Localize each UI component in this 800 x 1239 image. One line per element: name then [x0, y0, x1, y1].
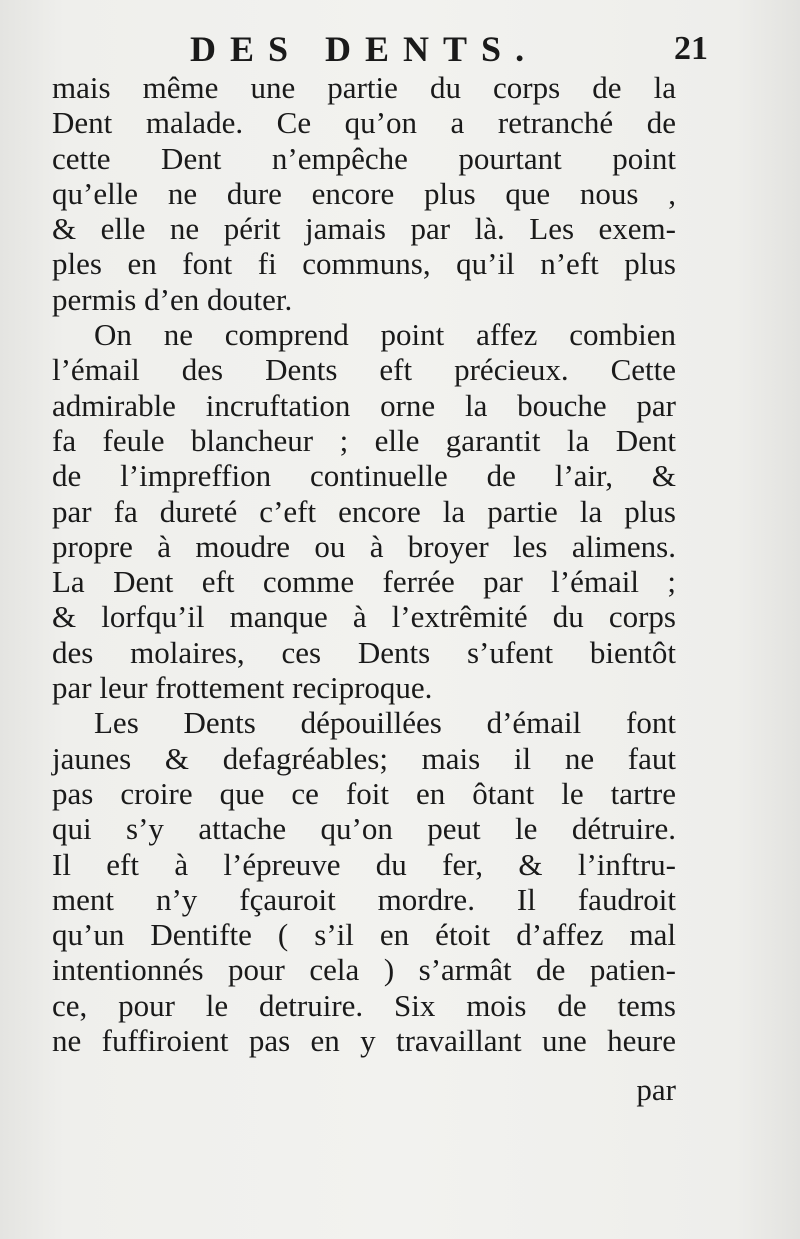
running-head-title: DES DENTS.: [190, 29, 539, 69]
text-line: de l’impreffion continuelle de l’air, &: [52, 458, 676, 494]
text-line: pas croire que ce foit en ôtant le tartre: [52, 775, 676, 811]
page-number: 21: [674, 30, 708, 67]
text-line: qu’un Dentifte ( s’il en étoit d’affez mal: [52, 917, 676, 953]
paragraph: [52, 317, 676, 705]
text-line: & lorfqu’il manque à l’extrêmité du corps: [52, 599, 676, 635]
text-line: cette Dent n’empêche pourtant point: [52, 140, 676, 176]
catchword: par: [636, 1072, 676, 1107]
running-head: [190, 28, 708, 69]
text-line: l’émail des Dents eft précieux. Cette: [52, 352, 676, 388]
text-line: jaunes & defagréables; mais il ne faut: [52, 740, 676, 776]
text-line: & elle ne périt jamais par là. Les exem-: [52, 211, 676, 247]
text-line: permis d’en douter.: [52, 281, 293, 317]
text-line: par leur frottement reciproque.: [52, 670, 433, 706]
text-line: des molaires, ces Dents s’ufent bientôt: [52, 634, 676, 670]
text-line: par fa dureté c’eft encore la partie la plus: [52, 493, 676, 529]
text-line: qui s’y attache qu’on peut le détruire.: [52, 811, 676, 847]
text-line: On ne comprend point affez combien: [94, 317, 676, 353]
body-text: [52, 70, 676, 1058]
text-line: qu’elle ne dure encore plus que nous ,: [52, 175, 676, 211]
text-line: fa feule blancheur ; elle garantit la Dent: [52, 422, 676, 458]
text-line: ment n’y fçauroit mordre. Il faudroit: [52, 881, 676, 917]
text-line: mais même une partie du corps de la: [52, 70, 676, 105]
text-line: intentionnés pour cela ) s’armât de patien-: [52, 952, 676, 988]
text-line: ples en font fi communs, qu’il n’eft plus: [52, 246, 676, 282]
text-line: Les Dents dépouillées d’émail font: [94, 705, 676, 741]
paragraph: [52, 705, 676, 1058]
text-line: propre à moudre ou à broyer les alimens.: [52, 528, 676, 564]
paragraph: [52, 70, 676, 317]
text-line: Dent malade. Ce qu’on a retranché de: [52, 105, 676, 141]
text-line: admirable incruftation orne la bouche par: [52, 387, 676, 423]
text-line: ce, pour le detruire. Six mois de tems: [52, 987, 676, 1023]
text-line: Il eft à l’épreuve du fer, & l’inftru-: [52, 846, 676, 882]
text-line: ne fuffiroient pas en y travaillant une heure: [52, 1023, 676, 1059]
text-line: La Dent eft comme ferrée par l’émail ;: [52, 564, 676, 600]
